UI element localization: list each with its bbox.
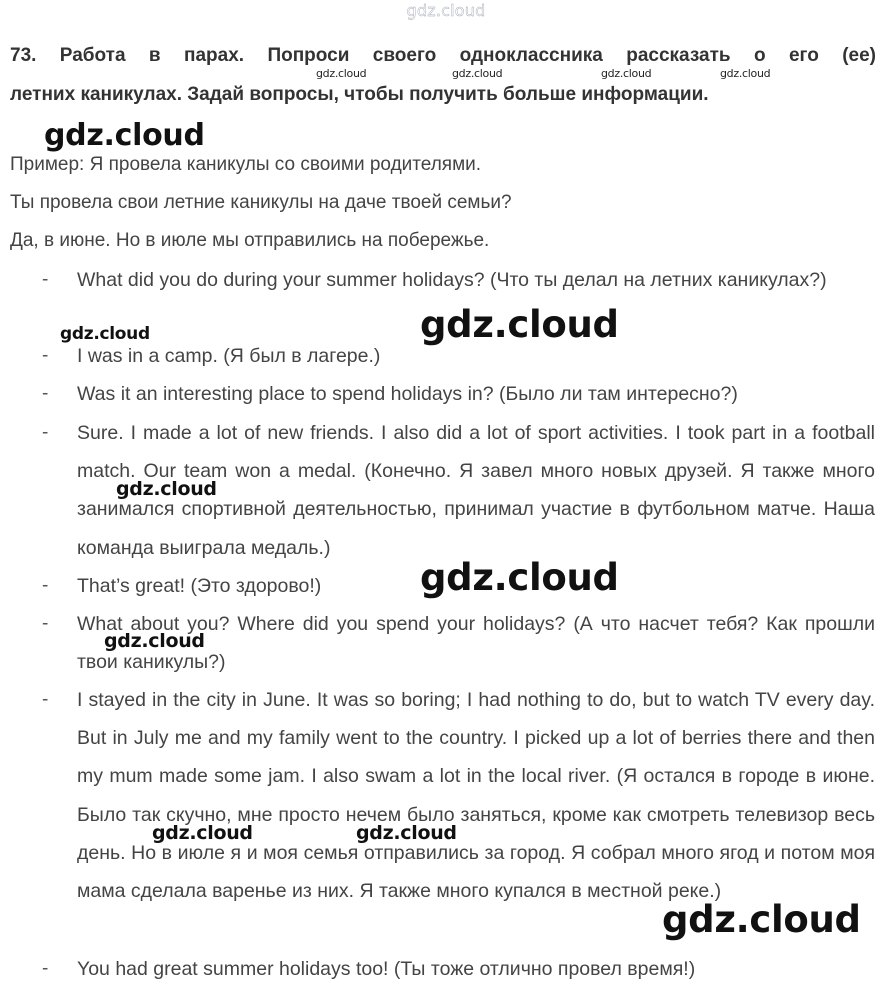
example-line-1: Пример: Я провела каникулы со своими родителями. [10,154,482,175]
watermark: gdz.cloud [356,822,457,844]
dialog-text: Was it an interesting place to spend holidays in? (Было ли там интересно?) [77,383,738,405]
dialog-text: What about you? Where did you spend your holidays? (А что насчет тебя? Как прошли твои каникулы?) [77,613,875,674]
watermark: gdz.cloud [601,67,652,80]
watermark: gdz.cloud [662,898,861,941]
dialog-dash: - [42,689,49,710]
task-title-line1: 73. Работа в парах. Попроси своего одноклассника рассказать о его (ее) [10,45,876,66]
watermark: gdz.cloud [104,630,205,652]
watermark: gdz.cloud [420,303,619,346]
task-title-line2: летних каникулах. Задай вопросы, чтобы получить больше информации. [10,84,709,105]
watermark: gdz.cloud [720,67,771,80]
watermark: gdz.cloud [44,118,205,153]
example-line-2: Ты провела свои летние каникулы на даче твоей семьи? [10,192,512,213]
watermark: gdz.cloud [152,822,253,844]
dialog-text: That’s great! (Это здорово!) [77,575,322,597]
dialog-dash: - [42,575,49,596]
watermark: gdz.cloud [316,67,367,80]
watermark: gdz.cloud [116,478,217,500]
dialog-dash: - [42,269,49,290]
dialog-text: Sure. I made a lot of new friends. I also did a lot of sport activities. I took part in a football match. Our team won a medal. (Конечно. Я завел много новых друзей. Я также много занимался спортивной деятельностью, принимал участие в футбольном матче. Наша команда выиграла медаль.) [77,422,875,559]
dialog-dash: - [42,613,49,634]
dialog-dash: - [42,422,49,443]
example-line-3: Да, в июне. Но в июле мы отправились на побережье. [10,230,490,251]
dialog-text: I was in a camp. (Я был в лагере.) [77,345,381,367]
watermark: gdz.cloud [452,67,503,80]
dialog-text: What did you do during your summer holidays? (Что ты делал на летних каникулах?) [77,269,827,291]
dialog-text: I stayed in the city in June. It was so boring; I had nothing to do, but to watch TV every day. But in July me and my family went to the country. I picked up a lot of berries there and then my mum made some jam. I also swam a lot in the local river. (Я остался в городе в июне. Было так скучно, мне просто нечем было заняться, кроме как смотреть телевизор весь день. Но в июле я и моя семья отправились за город. Я собрал много ягод и потом моя мама сделала варенье из них. Я также много купался в местной реке.) [77,689,875,903]
watermark: gdz.cloud [60,324,150,344]
dialog-dash: - [42,345,49,366]
dialog-text: You had great summer holidays too! (Ты тоже отлично провел время!) [77,958,696,980]
watermark: gdz.cloud [420,556,619,599]
dialog-dash: - [42,958,49,979]
dialog-dash: - [42,383,49,404]
header-watermark: gdz.cloud [406,1,486,20]
